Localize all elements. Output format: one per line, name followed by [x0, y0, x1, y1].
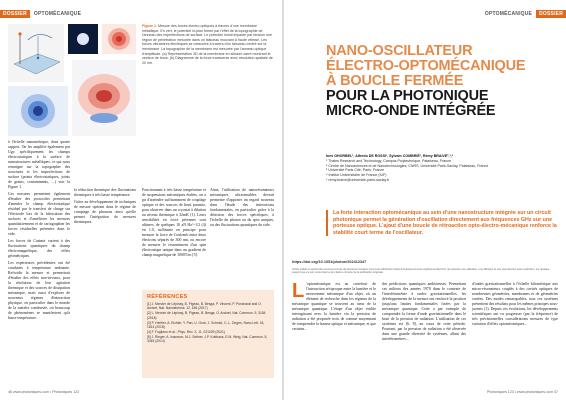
figure-caption-label: Figure 1. — [142, 24, 157, 28]
figure-illustration — [8, 24, 136, 136]
affiliation: ² Centre de Nanosciences et de Nanotechnologies, CNRS, Université Paris-Saclay, Palaiseau, France — [326, 163, 489, 168]
dossier-tag: DOSSIER — [536, 10, 566, 18]
title-line: MICRO-ONDE INTÉGRÉE — [326, 103, 496, 119]
right-column-1 — [292, 282, 376, 332]
paragraph: Grâce au développement de techniques de mesure opérant dans le régime de comptage de phonons ainsi qu'elle permet l'intégration de mesures thermiques. — [74, 200, 136, 224]
right-page — [284, 0, 566, 400]
paragraph: d'ondes gravitationnelles à l'échelle kilométrique aux micro-résonateurs couplés à des cavités optiques de nombreuses géométries, membranes et de géométries variées. Des modes remarquables, tous ces systèmes présentent des résultats pour les mêmes principes sous-jacents (1). Depuis ces évolutions, les développements scientifiques ont vu progresser (par la fréquence) de très précisionnelles considérations mesures de type variation d'effets optomécaniques... — [472, 282, 558, 326]
drop-cap: L — [292, 280, 305, 302]
section-label: OPTOMÉCANIQUE — [484, 11, 533, 17]
doi-link[interactable]: https://doi.org/10.1051/photon/202412347 — [292, 260, 367, 264]
left-column-2 — [74, 188, 136, 227]
author-email: * remy.braive@universite-paris-saclay.fr — [326, 177, 390, 182]
title-line: POUR LA PHOTONIQUE — [326, 88, 489, 104]
paragraph: Les expériences précédentes ont été conduites à température ambiante. Refroidir la mesure et permettrait d'étudier des effets non-triviaux, pour la résolution de leur agitation thermique et des sources de dissipation mécanique, mais aussi d'explorer de nouveaux régimes d'interaction physique, en particulier dans le monde de la matière condensée, où beaucoup de phénomènes se manifestent qu'à basse température. — [8, 261, 70, 320]
author-names: Inès GHORBEL¹, Alfredo DE ROSSI¹, Sylvain COMBRIÉ¹, Rémy BRAIVE²,³,* — [326, 154, 454, 158]
left-header — [0, 10, 85, 18]
title-line: ÉLECTRO-OPTOMÉCANIQUE — [326, 58, 526, 74]
right-column-3 — [472, 282, 558, 327]
section-label: OPTOMÉCANIQUE — [33, 11, 82, 17]
references-title: RÉFÉRENCES — [147, 294, 188, 300]
title-line: À BOUCLE FERMÉE — [326, 73, 464, 89]
dossier-tag: DOSSIER — [0, 10, 30, 18]
figure-caption-text: Mesure des forces électro-optiques à travers d'une membrane métallique. En vert, le potentiel in-plan formé par l'effet de la topographie de l'anneau des imperfections de surface. Le potentiel induit impacte par tension une région de pénétration mesurée dans un faisceau mouvant à haute vitesse. Les forces vibratoires électriques se mesurent à travers d'un faisceau centré sur la membrane. La topographie de la membrane est mesurée par l'anneau optique d'amplitude. (a) Représentation 3D de la membrane en silicium carré montrant le vecteur de force. (b) Diagramme de la force transverse avec résolution spatiale de 20 nm. — [142, 24, 273, 65]
article-title — [326, 44, 556, 119]
figure-1 — [8, 24, 136, 136]
paragraph: Ces mesures permettent également d'étudier des protocoles permettant d'annuler le champ électrostatique résiduel par le transfert de charge sur l'électrode lors de la fabrication des surfaces et d'améliorer les mesures quantitativement et de cartographier les forces résiduelles présentes dans le vide. — [8, 192, 70, 236]
license-note: Article publié en accès libre sous les termes de la licence Creative Commons Attribution (https://creativecommons.org/licenses/by/4.0), qui autorise une utilisation, une diffusion et une reproduction sans restriction, sur quelque support que ce soit, sous réserve de citation correcte de la publication originale. — [292, 268, 550, 275]
left-column-3 — [142, 188, 206, 260]
right-header — [481, 10, 566, 18]
paragraph: à l'échelle nanométrique, dans quatre rapport. On les amplifie également par Ugo spécifiquement les champs électrostatiques à la surface de nanostructures métalliques, ce qui nous renseigne sur la topographie des structures et les imperfections de surface (points électrostatiques, joints de grains, contaminants, ...) voir la Figure 1. — [8, 140, 70, 189]
figure-caption — [142, 24, 274, 65]
paragraph: des prédictions quantiques ambitieuses. Permettant ces milieux des années 1970 dans le contexte de l'interférométrie à ondes gravitationnelles, les développements de la mesure ont renforcé la position jusqu'aux limites fondamentales fixées par la mécanique quantique. Cette a par exemple de comprendre la forme d'onde gravitationnelle dans le bruit de la pression de radiation. L'utilisation de ces systèmes est [6, 8], au cours de cette période. Pourtant, par la pression de radiation a été observée dans une grande diversité de systèmes, allant des interféromètres... — [382, 282, 466, 341]
paragraph: la réduction thermique des fluctuations thermiques à très basse température. — [74, 188, 136, 197]
paragraph: Ainsi, l'utilisation de nanorésonateurs mécaniques ultrasensibles devrait permettre d'apporter un regard nouveau dans l'étude des interactions fondamentales, en particulier grâce à la détection des forces spécifiques, à l'échelle du photon ou du spin uniques, ou des fluctuations quantiques du vide. — [210, 188, 274, 227]
title-line: NANO-OSCILLATEUR — [326, 43, 473, 59]
left-column-4 — [210, 188, 274, 230]
authors-block — [326, 154, 554, 183]
paragraph: 'optomécanique est au carrefour de l'interaction réciproque entre la lumière et le mouvement mécanique d'un objet, où un élément de recherche dans les régimes de la mécanique quantique se trouvent au cœur de la mécanique quantique. L'étape d'un objet visible interagissant avec la lumière via la pression de radiation a été proposée trois de comme moyennant de comprendre la hausse optique et mécanique, et que certains... — [292, 282, 376, 331]
reference-item: [5] J. Rieger, A. Isacsson, M.J. Seitner, J.P. Kotthaus, E.M. Weig, Nat. Commun. 5, 3345 (2014) — [147, 334, 268, 344]
left-column-1 — [8, 140, 70, 323]
paragraph: Les forces de Casimir varient à des fluctuations quantiques du champ électromagnétique, des effets géométriques. — [8, 239, 70, 258]
right-folio: Photoniques 123 • www.photoniques.com 47 — [486, 390, 558, 394]
affiliation: ³ Université Paris Cité, Paris, France — [326, 168, 385, 173]
right-column-2 — [382, 282, 466, 342]
references-list — [142, 302, 274, 344]
abstract: La forte interaction optomécanique au sein d'une nanostructure intégrée sur un circuit photonique permet la génération d'oscillation directement aux fréquences GHz sur une porteuse optique. L'ajout d'une boucle de rétroaction opto-électro-mécanique renforce la stabilité court terme de l'oscillateur. — [326, 210, 559, 236]
references-box — [142, 290, 274, 378]
affiliation: ⁴ Institut Universitaire de France (IUF) — [326, 173, 387, 178]
reference-item: [4] F. Fogliano et al., Phys. Rev. X, 11, 021009 (2021) — [147, 329, 225, 334]
reference-item: [3] P. Heritier, A. Eichler, Y. Pan, U. Grob, J. Schmid, C.-L. Degen, Nano Lett. 18, 1814 (2018) — [147, 320, 265, 330]
reference-item: [1] J. Mercier de Lépinay, B. Pigeau, B. Besga, P. Vincent, P. Poncharal and O. Arcizet, Nat. Nanotechnol. 12, 156 (2017) — [147, 302, 262, 311]
paragraph: Fonctionnant à très basse température et de suspensions mécaniques étalées, on a pu d'atteindre suffisamment de couplage optique et des sources de bruit parasite, pour observer dans un cryostat à dilution au niveau thermique à 32mK (1). Leurs sensibilités en force pérennes sont ultimes, de quelques 10 aN Hz^-1/2 (4) en 1.0, suffisante en principe pour mesurer la force de Coulomb entre deux électrons séparés de 300 nm, ou encore de mesurer le ressentiment d'un spin électronique unique dans un gradient de champ magnétique de 1000T/m [5]. — [142, 188, 206, 257]
reference-item: [2] L. Mercier de Lépinay, B. Pigeau, B. Besga, O. Arcizet, Nat. Commun. 9, 3184 (2018) — [147, 311, 266, 320]
left-folio: 46 www.photoniques.com • Photoniques 123 — [8, 390, 80, 394]
affiliation: ¹ Thales Research and Technology, Campus Polytechnique, Palaiseau, France — [326, 158, 452, 163]
left-page — [0, 0, 282, 400]
